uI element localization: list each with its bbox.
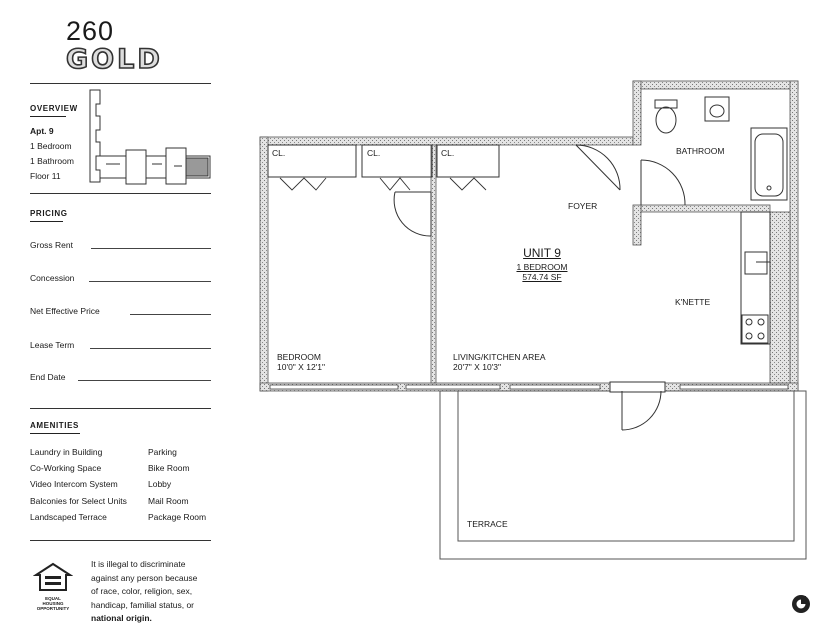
- room-label-bedroom: BEDROOM: [277, 352, 321, 362]
- closet-label: CL.: [441, 148, 455, 158]
- room-label-terrace: TERRACE: [467, 519, 508, 529]
- amenity-item: Landscaped Terrace: [30, 512, 107, 522]
- pricing-label-end-date: End Date: [30, 372, 66, 382]
- equal-housing-label: EQUAL HOUSING OPPORTUNITY: [36, 596, 70, 611]
- corner-logo-icon: [792, 595, 810, 613]
- brand-logo-word: GOLD: [66, 44, 163, 75]
- overview-apt: Apt. 9: [30, 126, 54, 136]
- amenity-item: Video Intercom System: [30, 479, 118, 489]
- amenity-item: Mail Room: [148, 496, 189, 506]
- amenity-item: Laundry in Building: [30, 447, 103, 457]
- unit-type: 1 BEDROOM: [516, 262, 568, 272]
- pricing-label-net-effective: Net Effective Price: [30, 306, 100, 316]
- room-label-foyer: FOYER: [568, 201, 598, 211]
- overview-bathrooms: 1 Bathroom: [30, 156, 74, 166]
- amenity-item: Parking: [148, 447, 177, 457]
- amenity-item: Co-Working Space: [30, 463, 102, 473]
- legal-disclaimer: It is illegal to discriminate against any person because of race, color, religion, sex, handicap, familial status, or national origin.: [91, 559, 198, 623]
- amenity-item: Bike Room: [148, 463, 190, 473]
- pricing-label-lease-term: Lease Term: [30, 340, 75, 350]
- amenity-item: Lobby: [148, 479, 172, 489]
- room-label-kitchenette: K'NETTE: [675, 297, 711, 307]
- overview-title: OVERVIEW: [30, 104, 78, 113]
- pricing-label-gross-rent: Gross Rent: [30, 240, 73, 250]
- amenities-title: AMENITIES: [30, 421, 79, 430]
- amenity-item: Package Room: [148, 512, 207, 522]
- unit-area: 574.74 SF: [522, 272, 562, 282]
- pricing-label-concession: Concession: [30, 273, 75, 283]
- overview-bedrooms: 1 Bedroom: [30, 141, 72, 151]
- pricing-title: PRICING: [30, 209, 68, 218]
- room-dims-bedroom: 10'0" X 12'1": [277, 362, 326, 372]
- room-label-bathroom: BATHROOM: [676, 146, 725, 156]
- amenity-item: Balconies for Select Units: [30, 496, 127, 506]
- overview-floor: Floor 11: [30, 171, 61, 181]
- closet-label: CL.: [367, 148, 381, 158]
- unit-title: UNIT 9: [523, 246, 561, 260]
- closet-label: CL.: [272, 148, 286, 158]
- room-label-living: LIVING/KITCHEN AREA: [453, 352, 546, 362]
- brand-number: 260: [66, 16, 115, 46]
- room-dims-living: 20'7" X 10'3": [453, 362, 502, 372]
